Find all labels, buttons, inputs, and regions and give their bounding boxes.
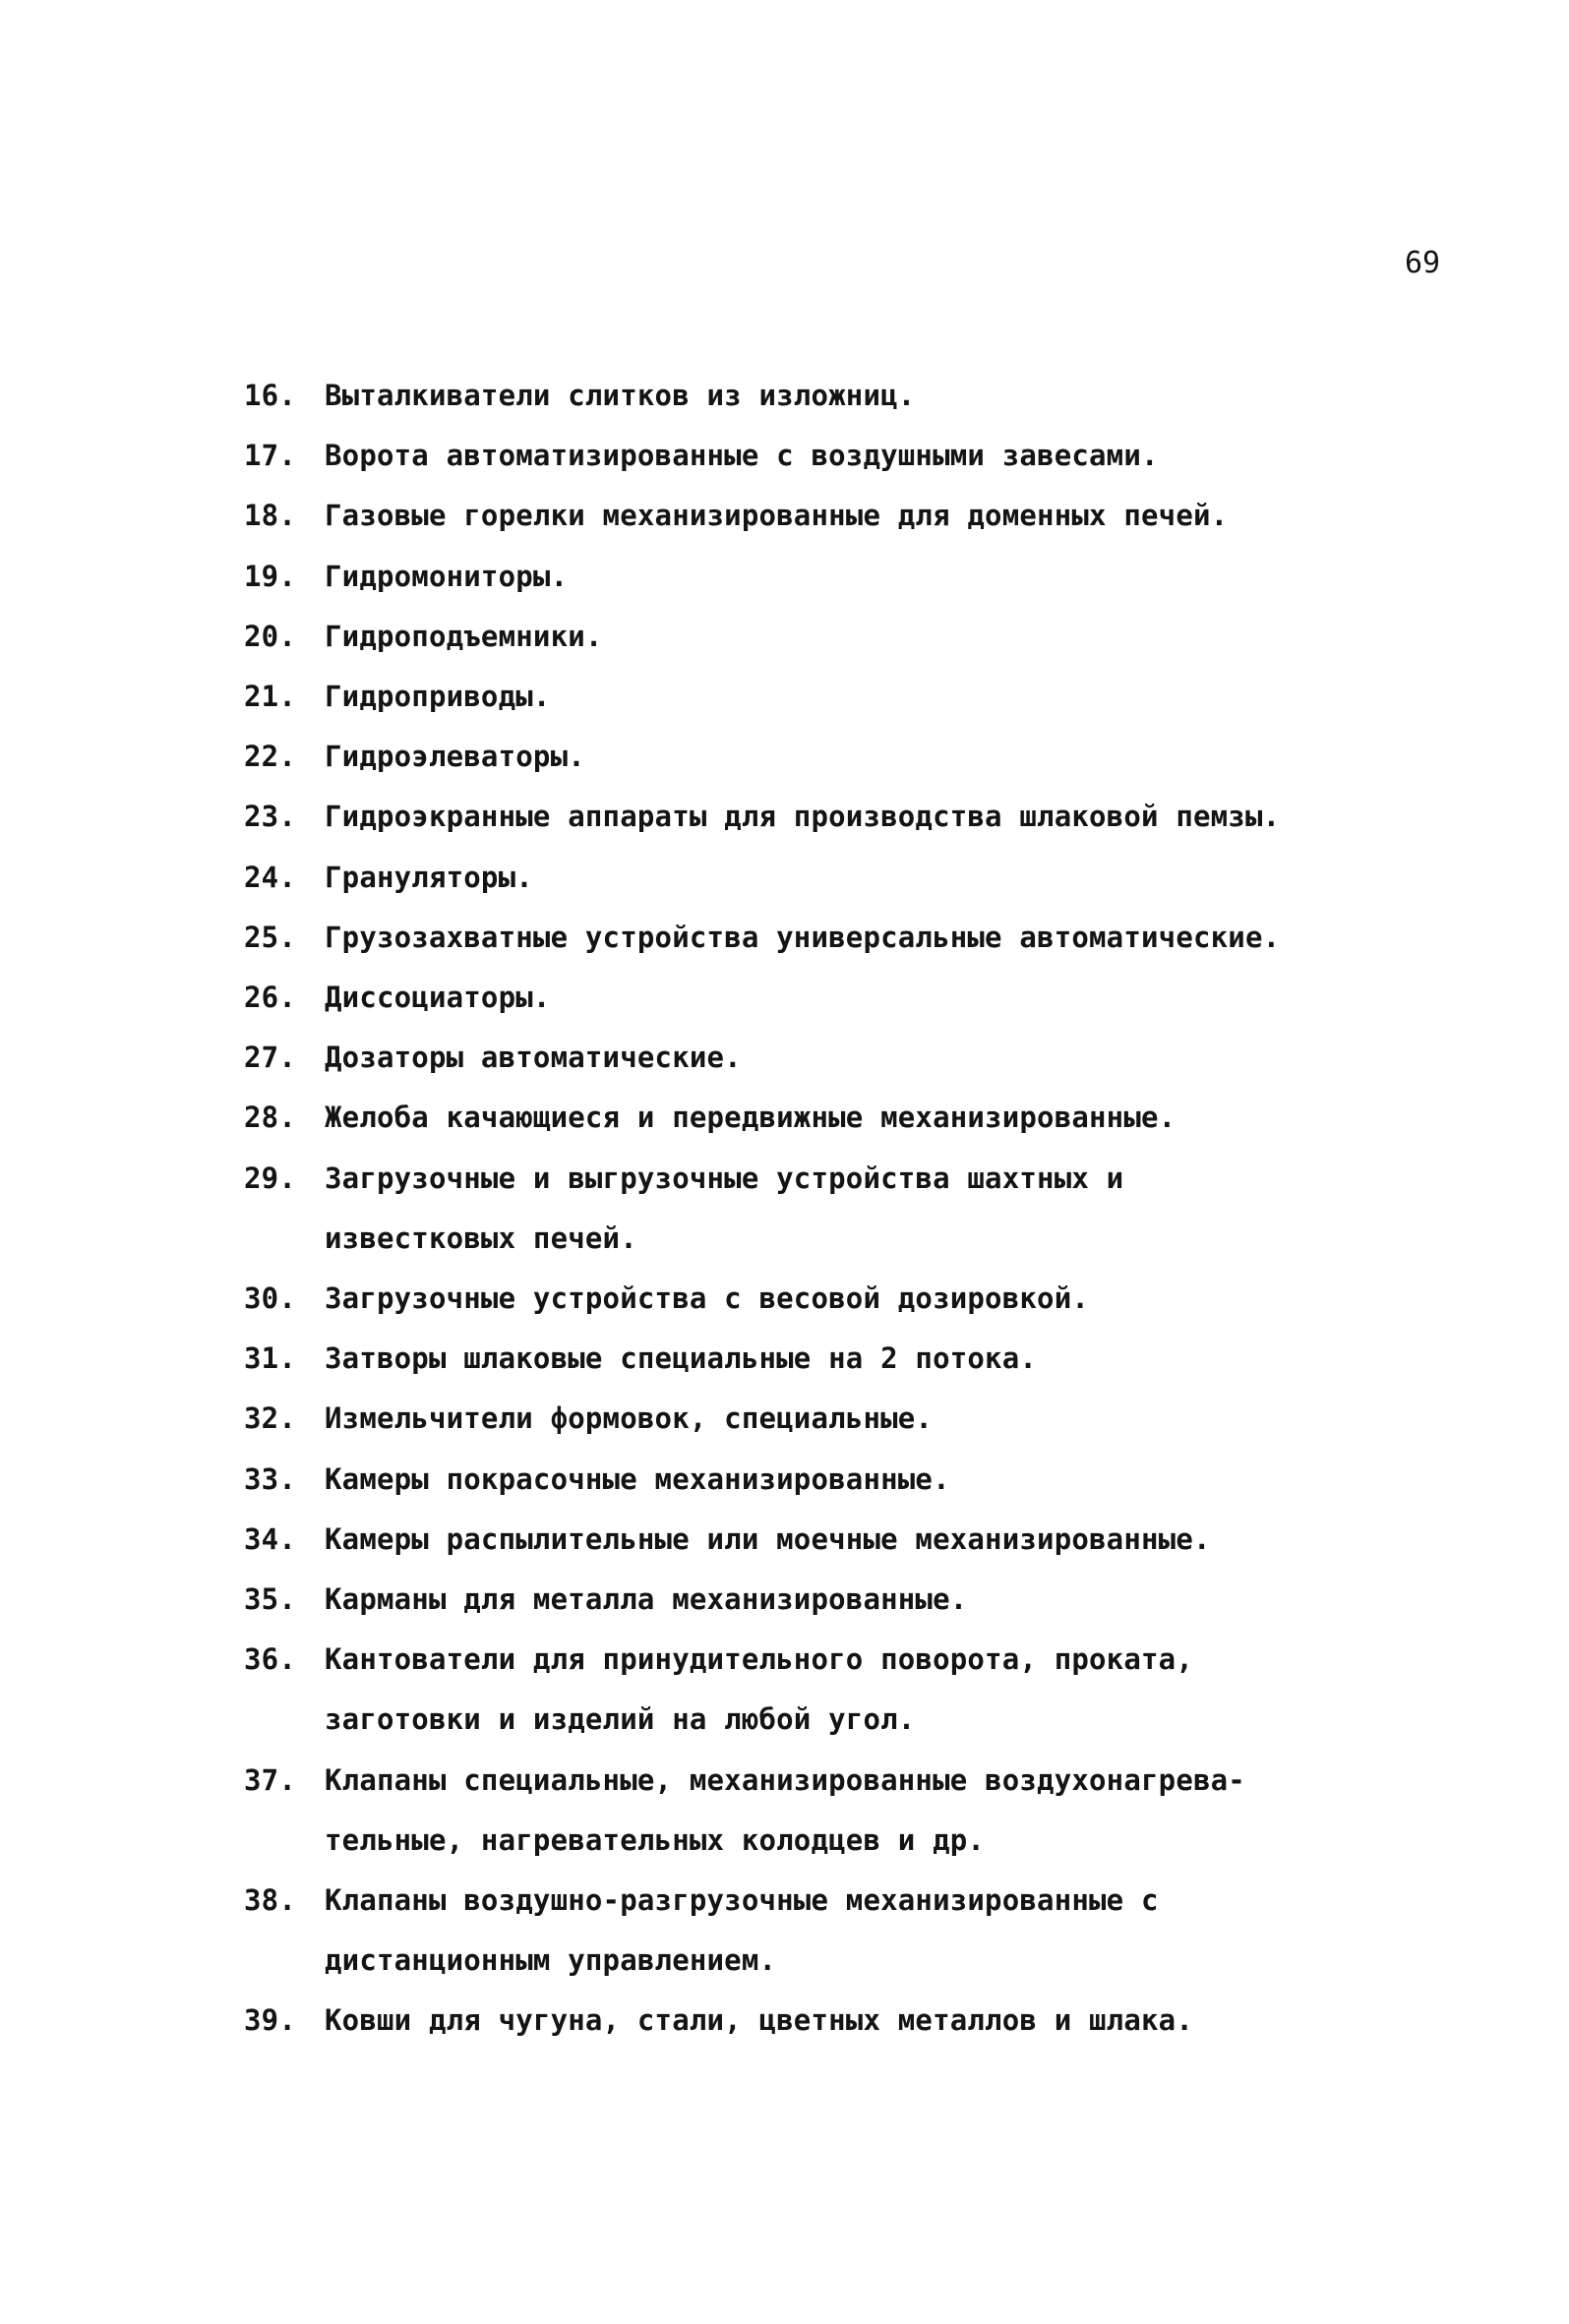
list-item: [244, 1329, 1405, 1389]
item-text: [325, 1028, 1405, 1088]
item-number: 20.: [244, 619, 296, 653]
item-text-line: Гидромониторы.: [325, 559, 569, 593]
list-item: [244, 1028, 1405, 1088]
item-number: 19.: [244, 559, 296, 593]
item-text-line: Затворы шлаковые специальные на 2 потока.: [325, 1341, 1038, 1376]
item-text-line: Загрузочные и выгрузочные устройства шахтных и: [325, 1161, 1124, 1195]
list-item: [244, 1751, 1405, 1871]
list-item: [244, 787, 1405, 847]
item-text-line: Грануляторы.: [325, 860, 533, 894]
item-text-line: Карманы для металла механизированные.: [325, 1582, 968, 1617]
item-text-line: Загрузочные устройства с весовой дозировкой.: [325, 1281, 1090, 1316]
list-item: [244, 1269, 1405, 1329]
item-number: 21.: [244, 680, 296, 714]
item-text: [325, 667, 1405, 727]
item-text-line: Камеры покрасочные механизированные.: [325, 1461, 950, 1496]
list-item: [244, 1630, 1405, 1750]
item-text-line: тельные, нагревательных колодцев и др.: [325, 1822, 986, 1857]
item-text: [325, 1269, 1405, 1329]
item-text: [325, 1871, 1405, 1991]
list-item: [244, 547, 1405, 607]
list-item: [244, 1991, 1405, 2051]
list-item: [244, 426, 1405, 486]
item-text: [325, 968, 1405, 1028]
item-number: 26.: [244, 981, 296, 1015]
item-text-line: Гидроприводы.: [325, 680, 551, 714]
item-number: 28.: [244, 1101, 296, 1135]
item-number: 31.: [244, 1341, 296, 1376]
list-item: [244, 727, 1405, 787]
item-text: [325, 547, 1405, 607]
item-text-line: известковых печей.: [325, 1221, 637, 1255]
item-text-line: Измельчители формовок, специальные.: [325, 1401, 934, 1436]
list-item: [244, 607, 1405, 667]
item-number: 30.: [244, 1281, 296, 1316]
item-text: [325, 1991, 1405, 2051]
item-text-line: дистанционным управлением.: [325, 1943, 777, 1978]
list-item: [244, 667, 1405, 727]
item-number: 33.: [244, 1461, 296, 1496]
item-number: 16.: [244, 379, 296, 412]
item-text-line: Газовые горелки механизированные для доменных печей.: [325, 499, 1229, 533]
item-number: 36.: [244, 1642, 296, 1677]
item-number: 18.: [244, 499, 296, 533]
item-number: 24.: [244, 860, 296, 894]
list-item: [244, 366, 1405, 426]
equipment-list: [244, 366, 1405, 2052]
item-text-line: Кантователи для принудительного поворота, проката,: [325, 1642, 1193, 1677]
item-text: [325, 1389, 1405, 1449]
item-text: [325, 1510, 1405, 1570]
item-text-line: Желоба качающиеся и передвижные механизированные.: [325, 1101, 1177, 1135]
item-text: [325, 1751, 1405, 1871]
item-text-line: Выталкиватели слитков из изложниц.: [325, 379, 916, 412]
page-number: 69: [1405, 246, 1441, 280]
item-text-line: Гидроподъемники.: [325, 619, 603, 653]
item-text: [325, 486, 1405, 546]
list-item: [244, 1389, 1405, 1449]
item-text: [325, 1088, 1405, 1148]
item-text: [325, 1570, 1405, 1630]
list-item: [244, 486, 1405, 546]
item-number: 34.: [244, 1521, 296, 1556]
item-number: 25.: [244, 920, 296, 954]
item-text: [325, 426, 1405, 486]
item-number: 29.: [244, 1161, 296, 1195]
item-text-line: Диссоциаторы.: [325, 981, 551, 1015]
item-text-line: Клапаны воздушно-разгрузочные механизированные с: [325, 1883, 1159, 1918]
item-text-line: Дозаторы автоматические.: [325, 1041, 742, 1075]
item-number: 17.: [244, 439, 296, 473]
item-text: [325, 1450, 1405, 1510]
list-item: [244, 1510, 1405, 1570]
item-number: 38.: [244, 1883, 296, 1918]
item-text-line: Ковши для чугуна, стали, цветных металлов и шлака.: [325, 2003, 1193, 2038]
item-text: [325, 727, 1405, 787]
list-item: [244, 1450, 1405, 1510]
item-text-line: Клапаны специальные, механизированные воздухонагрева-: [325, 1762, 1245, 1797]
item-text: [325, 607, 1405, 667]
item-text: [325, 1630, 1405, 1750]
item-text-line: Грузозахватные устройства универсальные автоматические.: [325, 920, 1281, 954]
item-number: 23.: [244, 800, 296, 834]
item-number: 35.: [244, 1582, 296, 1617]
item-text: [325, 787, 1405, 847]
item-number: 27.: [244, 1041, 296, 1075]
item-text: [325, 848, 1405, 908]
item-text: [325, 1329, 1405, 1389]
item-number: 37.: [244, 1762, 296, 1797]
item-text-line: Гидроэкранные аппараты для производства шлаковой пемзы.: [325, 800, 1281, 834]
list-item: [244, 1871, 1405, 1991]
item-text-line: Ворота автоматизированные с воздушными завесами.: [325, 439, 1159, 473]
item-text-line: заготовки и изделий на любой угол.: [325, 1702, 916, 1737]
item-text-line: Гидроэлеваторы.: [325, 740, 585, 774]
list-item: [244, 1570, 1405, 1630]
list-item: [244, 1149, 1405, 1269]
item-text: [325, 366, 1405, 426]
item-number: 32.: [244, 1401, 296, 1436]
list-item: [244, 1088, 1405, 1148]
list-item: [244, 848, 1405, 908]
item-text-line: Камеры распылительные или моечные механизированные.: [325, 1521, 1211, 1556]
item-text: [325, 1149, 1405, 1269]
list-item: [244, 908, 1405, 968]
item-number: 22.: [244, 740, 296, 774]
item-text: [325, 908, 1405, 968]
list-item: [244, 968, 1405, 1028]
item-number: 39.: [244, 2003, 296, 2038]
